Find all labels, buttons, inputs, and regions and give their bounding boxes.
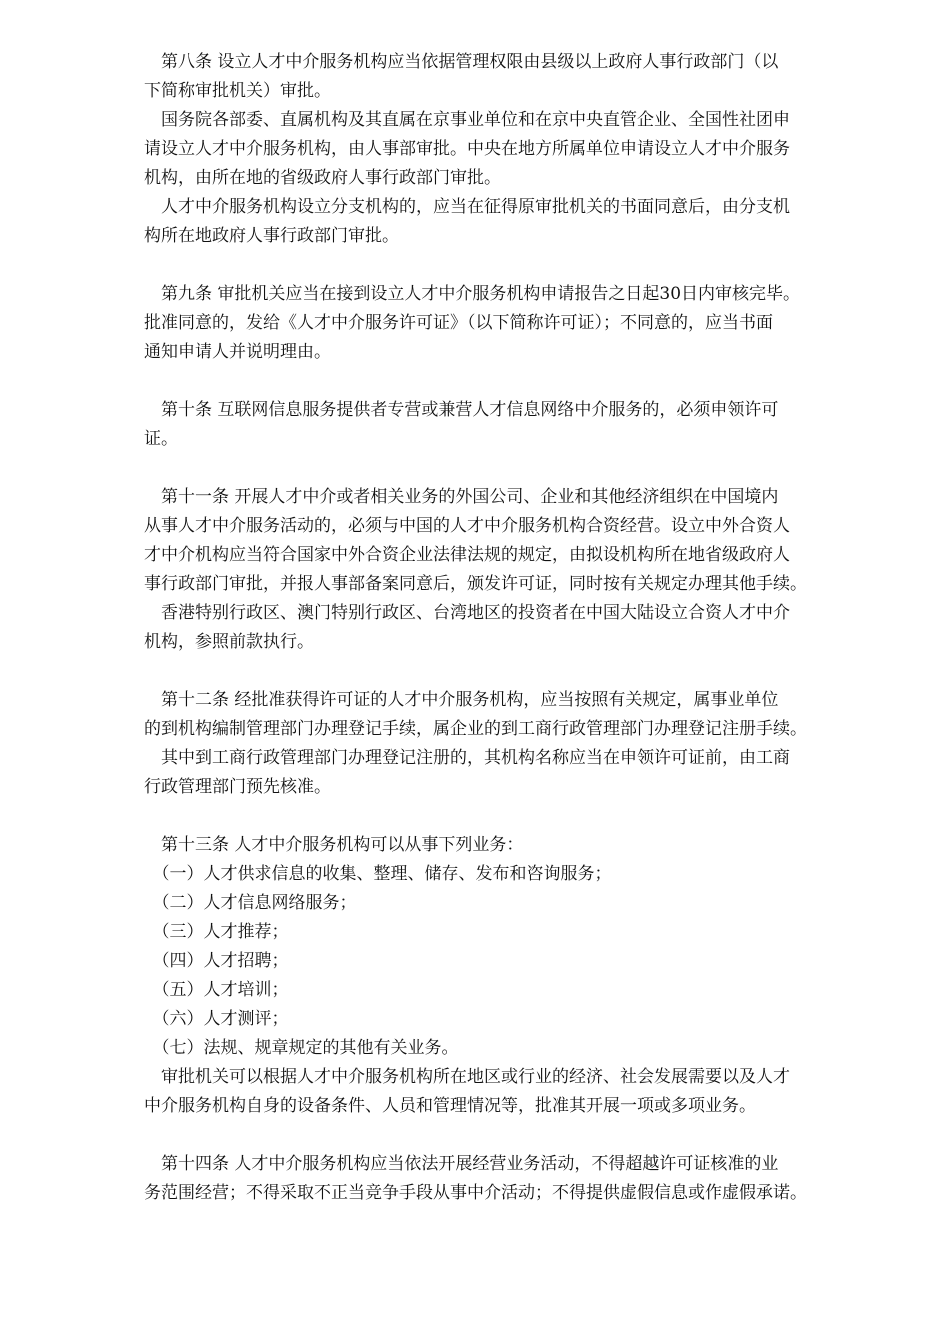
article-13-item-7 xyxy=(144,1034,878,1063)
article-13 xyxy=(144,831,878,1121)
article-spacer xyxy=(144,657,878,686)
article-8 xyxy=(144,48,878,251)
article-12 xyxy=(144,686,878,802)
article-spacer xyxy=(144,1121,878,1150)
text-line: 第十条 互联网信息服务提供者专营或兼营人才信息网络中介服务的，必须申领许可 xyxy=(144,400,779,420)
text-line: 第十一条 开展人才中介或者相关业务的外国公司、企业和其他经济组织在中国境内 xyxy=(144,487,779,507)
article-13-item-3 xyxy=(144,918,878,947)
text-line: 才中介机构应当符合国家中外合资企业法律法规的规定，由拟设机构所在地省级政府人 xyxy=(144,545,790,565)
text-line: 下简称审批机关）审批。 xyxy=(144,81,331,101)
article-11 xyxy=(144,483,878,657)
article-spacer xyxy=(144,367,878,396)
article-spacer xyxy=(144,454,878,483)
article-10 xyxy=(144,396,878,454)
article-13-item-1 xyxy=(144,860,878,889)
article-spacer xyxy=(144,251,878,280)
text-line: 事行政部门审批，并报人事部备案同意后，颁发许可证，同时按有关规定办理其他手续。 xyxy=(144,574,807,594)
article-9 xyxy=(144,280,878,367)
list-item: （七）法规、规章规定的其他有关业务。 xyxy=(144,1038,459,1058)
article-8-paragraph-2 xyxy=(144,106,878,193)
article-11-paragraph-2 xyxy=(144,599,878,657)
article-13-intro xyxy=(144,831,878,860)
text-line: 香港特别行政区、澳门特别行政区、台湾地区的投资者在中国大陆设立合资人才中介 xyxy=(144,603,790,623)
article-spacer xyxy=(144,802,878,831)
text-line: 第十四条 人才中介服务机构应当依法开展经营业务活动，不得超越许可证核准的业 xyxy=(144,1154,779,1174)
text-line: 第十二条 经批准获得许可证的人才中介服务机构，应当按照有关规定，属事业单位 xyxy=(144,690,779,710)
text-line: 其中到工商行政管理部门办理登记注册的，其机构名称应当在申领许可证前，由工商 xyxy=(144,748,790,768)
article-10-paragraph-1 xyxy=(144,396,878,454)
text-line: 第八条 设立人才中介服务机构应当依据管理权限由县级以上政府人事行政部门（以 xyxy=(144,52,779,72)
article-8-paragraph-1 xyxy=(144,48,878,106)
text-line: 行政管理部门预先核准。 xyxy=(144,777,331,797)
text-line: 证。 xyxy=(144,429,178,449)
article-14-paragraph-1 xyxy=(144,1150,878,1208)
text-line: 第十三条 人才中介服务机构可以从事下列业务： xyxy=(144,835,524,855)
list-item: （三）人才推荐； xyxy=(144,922,289,942)
article-11-paragraph-1 xyxy=(144,483,878,599)
article-13-paragraph-2 xyxy=(144,1063,878,1121)
text-line: 务范围经营；不得采取不正当竞争手段从事中介活动；不得提供虚假信息或作虚假承诺。 xyxy=(144,1183,807,1203)
article-12-paragraph-2 xyxy=(144,744,878,802)
article-13-item-4 xyxy=(144,947,878,976)
text-line: 请设立人才中介服务机构，由人事部审批。中央在地方所属单位申请设立人才中介服务 xyxy=(144,139,790,159)
text-line: 审批机关可以根据人才中介服务机构所在地区或行业的经济、社会发展需要以及人才 xyxy=(144,1067,790,1087)
text-line: 第九条 审批机关应当在接到设立人才中介服务机构申请报告之日起30日内审核完毕。 xyxy=(144,284,801,304)
text-line: 中介服务机构自身的设备条件、人员和管理情况等，批准其开展一项或多项业务。 xyxy=(144,1096,756,1116)
list-item: （二）人才信息网络服务； xyxy=(144,893,357,913)
text-line: 从事人才中介服务活动的，必须与中国的人才中介服务机构合资经营。设立中外合资人 xyxy=(144,516,790,536)
text-line: 机构，由所在地的省级政府人事行政部门审批。 xyxy=(144,168,501,188)
article-13-item-2 xyxy=(144,889,878,918)
list-item: （四）人才招聘； xyxy=(144,951,289,971)
text-line: 批准同意的，发给《人才中介服务许可证》（以下简称许可证）；不同意的，应当书面 xyxy=(144,313,773,333)
text-line: 国务院各部委、直属机构及其直属在京事业单位和在京中央直管企业、全国性社团申 xyxy=(144,110,790,130)
list-item: （一）人才供求信息的收集、整理、储存、发布和咨询服务； xyxy=(144,864,612,884)
article-12-paragraph-1 xyxy=(144,686,878,744)
article-14 xyxy=(144,1150,878,1208)
text-line: 构所在地政府人事行政部门审批。 xyxy=(144,226,399,246)
list-item: （五）人才培训； xyxy=(144,980,289,1000)
text-line: 人才中介服务机构设立分支机构的，应当在征得原审批机关的书面同意后，由分支机 xyxy=(144,197,790,217)
text-line: 通知申请人并说明理由。 xyxy=(144,342,331,362)
article-8-paragraph-3 xyxy=(144,193,878,251)
document-body xyxy=(144,48,878,1208)
text-line: 的到机构编制管理部门办理登记手续，属企业的到工商行政管理部门办理登记注册手续。 xyxy=(144,719,807,739)
text-line: 机构，参照前款执行。 xyxy=(144,632,314,652)
article-9-paragraph-1 xyxy=(144,280,878,367)
article-13-item-6 xyxy=(144,1005,878,1034)
list-item: （六）人才测评； xyxy=(144,1009,289,1029)
article-13-item-5 xyxy=(144,976,878,1005)
